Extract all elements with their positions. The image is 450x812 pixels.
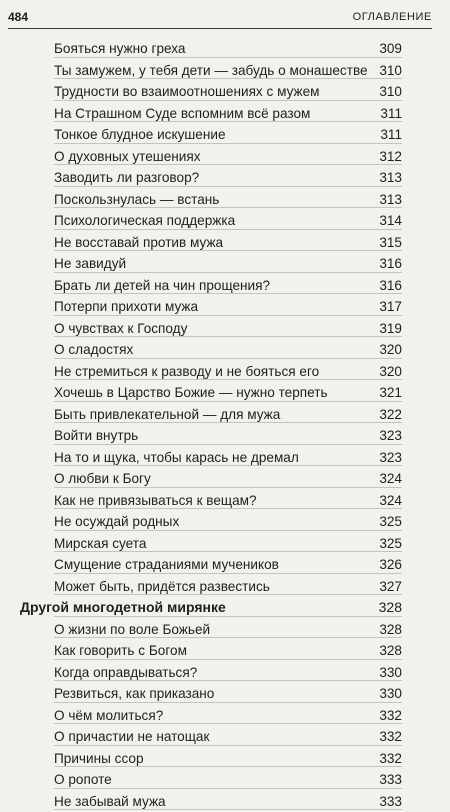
toc-entry-title: Как не привязываться к вещам? [54, 490, 257, 512]
toc-entry-page: 322 [379, 404, 402, 426]
toc-entry-page: 311 [380, 103, 402, 125]
toc-entry [54, 791, 402, 812]
toc-entry-page: 324 [379, 490, 402, 512]
toc-entry-title: О жизни по воле Божьей [54, 619, 210, 641]
toc-entry-title: Потерпи прихоти мужа [54, 296, 198, 318]
toc-entry-title: Войти внутрь [54, 425, 138, 447]
toc-entry-title: Психологическая поддержка [54, 210, 235, 232]
toc-entry-page: 316 [379, 275, 402, 297]
toc-entry-title: Трудности во взаимоотношениях с мужем [54, 81, 320, 103]
toc-section-heading [54, 597, 402, 619]
toc-entry [54, 468, 402, 490]
toc-entry-page: 323 [379, 447, 402, 469]
toc-entry [54, 769, 402, 791]
table-of-contents [54, 38, 402, 812]
toc-entry-page: 316 [379, 253, 402, 275]
toc-entry-page: 312 [379, 146, 402, 168]
toc-entry-page: 320 [379, 361, 402, 383]
page-number: 484 [8, 10, 28, 24]
toc-entry-title: Ты замужем, у тебя дети — забудь о монашестве [54, 60, 368, 82]
toc-entry-page: 317 [379, 296, 402, 318]
toc-entry-page: 333 [379, 791, 402, 812]
toc-entry-title: Может быть, придётся развестись [54, 576, 270, 598]
toc-entry-page: 321 [379, 382, 402, 404]
toc-entry-page: 313 [379, 189, 402, 211]
toc-entry [54, 404, 402, 426]
toc-entry-page: 314 [379, 210, 402, 232]
toc-entry-title: Причины ссор [54, 748, 144, 770]
toc-entry [54, 296, 402, 318]
toc-entry-title: Не стремиться к разводу и не бояться его [54, 361, 319, 383]
toc-entry-page: 332 [379, 726, 402, 748]
toc-entry-title: Не завидуй [54, 253, 126, 275]
toc-entry-page: 319 [379, 318, 402, 340]
toc-entry [54, 253, 402, 275]
toc-entry-page: 327 [379, 576, 402, 598]
toc-entry-title: Смущение страданиями мучеников [54, 554, 279, 576]
toc-entry-page: 328 [379, 619, 402, 641]
toc-entry-title: О чём молиться? [54, 705, 163, 727]
toc-entry-page: 332 [379, 705, 402, 727]
toc-entry [54, 275, 402, 297]
toc-entry-page: 330 [379, 683, 402, 705]
toc-entry [54, 38, 402, 60]
toc-entry [54, 232, 402, 254]
toc-entry-title: Заводить ли разговор? [54, 167, 199, 189]
toc-entry-title: О причастии не натощак [54, 726, 209, 748]
toc-entry-title: Мирская суета [54, 533, 146, 555]
toc-entry [54, 146, 402, 168]
toc-entry-title: Поскользнулась — встань [54, 189, 219, 211]
toc-entry-title: Резвиться, как приказано [54, 683, 214, 705]
toc-entry [54, 662, 402, 684]
toc-entry [54, 60, 402, 82]
toc-entry [54, 189, 402, 211]
toc-entry-page: 309 [379, 38, 402, 60]
toc-entry-page: 315 [379, 232, 402, 254]
toc-entry [54, 210, 402, 232]
toc-entry-title: Не забывай мужа [54, 791, 166, 812]
toc-entry-title: Не восставай против мужа [54, 232, 223, 254]
toc-entry [54, 447, 402, 469]
toc-entry [54, 683, 402, 705]
running-head: ОГЛАВЛЕНИЕ [353, 11, 432, 23]
toc-entry-page: 330 [379, 662, 402, 684]
toc-entry-title: О духовных утешениях [54, 146, 201, 168]
toc-entry-title: О сладостях [54, 339, 133, 361]
toc-entry [54, 382, 402, 404]
toc-entry [54, 318, 402, 340]
toc-entry-page: 328 [379, 640, 402, 662]
toc-entry [54, 576, 402, 598]
toc-entry-title: Не осуждай родных [54, 511, 179, 533]
toc-entry [54, 167, 402, 189]
toc-entry-page: 325 [379, 533, 402, 555]
toc-entry-title: Быть привлекательной — для мужа [54, 404, 280, 426]
toc-entry [54, 81, 402, 103]
toc-entry-title: На то и щука, чтобы карась не дремал [54, 447, 299, 469]
toc-entry-page: 310 [379, 81, 402, 103]
toc-entry-page: 333 [379, 769, 402, 791]
toc-entry-title: Другой многодетной мирянке [20, 597, 226, 619]
toc-entry [54, 339, 402, 361]
toc-entry-title: Брать ли детей на чин прощения? [54, 275, 270, 297]
toc-entry-page: 313 [379, 167, 402, 189]
toc-entry-page: 320 [379, 339, 402, 361]
toc-entry [54, 619, 402, 641]
toc-entry-title: О любви к Богу [54, 468, 151, 490]
toc-entry [54, 726, 402, 748]
toc-entry [54, 511, 402, 533]
toc-entry [54, 361, 402, 383]
toc-entry-title: Бояться нужно греха [54, 38, 185, 60]
toc-entry-title: О чувствах к Господу [54, 318, 187, 340]
toc-entry [54, 640, 402, 662]
page-header [8, 6, 432, 29]
toc-entry [54, 103, 402, 125]
toc-entry-title: На Страшном Суде вспомним всё разом [54, 103, 310, 125]
toc-entry-page: 310 [379, 60, 402, 82]
toc-entry-page: 324 [379, 468, 402, 490]
toc-entry-page: 323 [379, 425, 402, 447]
toc-entry-page: 325 [379, 511, 402, 533]
toc-entry-title: Хочешь в Царство Божие — нужно терпеть [54, 382, 328, 404]
toc-entry-page: 326 [379, 554, 402, 576]
toc-entry-title: Как говорить с Богом [54, 640, 187, 662]
toc-entry-title: Тонкое блудное искушение [54, 124, 226, 146]
toc-entry-page: 332 [379, 748, 402, 770]
toc-entry-page: 328 [379, 597, 402, 619]
toc-entry [54, 748, 402, 770]
toc-entry-title: О ропоте [54, 769, 112, 791]
toc-entry [54, 124, 402, 146]
toc-entry [54, 425, 402, 447]
toc-entry [54, 554, 402, 576]
toc-entry [54, 705, 402, 727]
toc-entry [54, 490, 402, 512]
toc-entry-page: 311 [380, 124, 402, 146]
toc-entry-title: Когда оправдываться? [54, 662, 197, 684]
toc-entry [54, 533, 402, 555]
